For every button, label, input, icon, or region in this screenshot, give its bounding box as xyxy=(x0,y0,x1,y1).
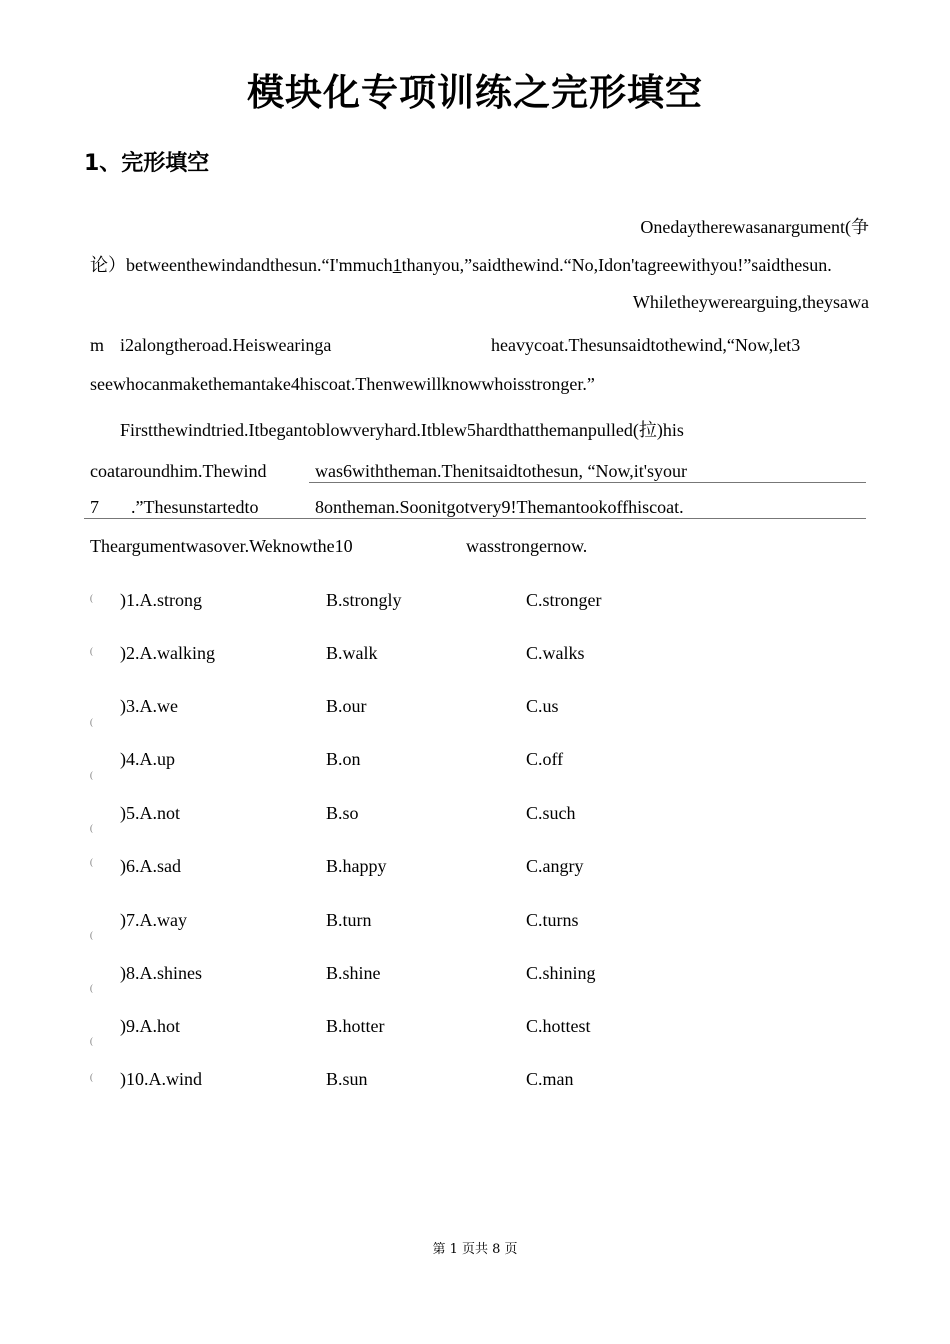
blank-number: 1 xyxy=(392,255,402,275)
option-a: )9.A.hot xyxy=(120,1016,180,1036)
page-footer: 第 1 页共 8 页 xyxy=(432,1242,518,1257)
option-c: C.such xyxy=(526,803,576,823)
option-c: C.walks xyxy=(526,643,585,663)
question-bracket: ( xyxy=(90,1072,93,1082)
section-heading: 1、完形填空 xyxy=(84,151,210,176)
question-bracket: ( xyxy=(90,593,93,603)
question-bracket: ( xyxy=(90,770,93,780)
option-a: )3.A.we xyxy=(120,696,178,716)
question-bracket: ( xyxy=(90,717,93,727)
question-bracket: ( xyxy=(90,930,93,940)
option-c: C.us xyxy=(526,696,559,716)
passage-line-1: Onedaytherewasanargument(争 xyxy=(640,217,869,237)
option-a: )10.A.wind xyxy=(120,1069,202,1089)
question-bracket: ( xyxy=(90,823,93,833)
passage-text: thanyou,”saidthewind.“No,Idon'tagreewithyou!”saidthesun. xyxy=(401,255,832,275)
passage-line-6: Firstthewindtried.Itbegantoblowveryhard.Itblew5hardthatthemanpulled(拉)his xyxy=(120,420,684,440)
option-c: C.off xyxy=(526,749,564,769)
option-b: B.sun xyxy=(326,1069,368,1089)
passage-fragment: coataroundhim.Thewind xyxy=(90,461,267,481)
option-a: )6.A.sad xyxy=(120,856,181,876)
passage-fragment: m xyxy=(90,335,105,355)
passage-fragment: 8ontheman.Soonitgotvery9!Themantookoffhiscoat. xyxy=(315,497,684,517)
passage-line-5: seewhocanmakethemantake4hiscoat.Thenwewillknowwhoisstronger.” xyxy=(90,374,595,394)
passage-fragment: 7 xyxy=(90,497,99,517)
option-b: B.strongly xyxy=(326,590,402,610)
option-b: B.turn xyxy=(326,910,372,930)
option-b: B.happy xyxy=(326,856,387,876)
option-b: B.on xyxy=(326,749,361,769)
passage-fragment: heavycoat.Thesunsaidtothewind,“Now,let3 xyxy=(491,335,801,355)
option-b: B.walk xyxy=(326,643,378,663)
option-c: C.angry xyxy=(526,856,584,876)
option-c: C.hottest xyxy=(526,1016,591,1036)
passage-fragment: was6withtheman.Thenitsaidtothesun, “Now,it'syour xyxy=(315,461,688,481)
passage-fragment: i2alongtheroad.Heiswearinga xyxy=(120,335,332,355)
option-b: B.so xyxy=(326,803,359,823)
divider xyxy=(84,518,866,519)
option-a: )7.A.way xyxy=(120,910,187,930)
passage-line-3: Whiletheywerearguing,theysawa xyxy=(632,292,869,312)
question-bracket: ( xyxy=(90,983,93,993)
option-b: B.our xyxy=(326,696,367,716)
option-c: C.man xyxy=(526,1069,574,1089)
page-title: 模块化专项训练之完形填空 xyxy=(247,71,703,114)
option-b: B.shine xyxy=(326,963,381,983)
passage-text: 论）betweenthewindandthesun.“I'mmuch xyxy=(90,255,393,275)
option-c: C.stronger xyxy=(526,590,602,610)
option-a: )2.A.walking xyxy=(120,643,215,663)
passage-fragment: .”Thesunstartedto xyxy=(131,497,259,517)
option-b: B.hotter xyxy=(326,1016,385,1036)
question-bracket: ( xyxy=(90,646,93,656)
question-bracket: ( xyxy=(90,857,93,867)
option-c: C.turns xyxy=(526,910,579,930)
passage-line-2 xyxy=(90,254,832,276)
option-a: )4.A.up xyxy=(120,749,175,769)
passage-fragment: wasstrongernow. xyxy=(466,536,588,556)
divider xyxy=(309,482,866,483)
option-a: )1.A.strong xyxy=(120,590,202,610)
passage-fragment: Theargumentwasover.Weknowthe10 xyxy=(90,536,353,556)
option-c: C.shining xyxy=(526,963,596,983)
option-a: )8.A.shines xyxy=(120,963,202,983)
option-a: )5.A.not xyxy=(120,803,180,823)
question-bracket: ( xyxy=(90,1036,93,1046)
